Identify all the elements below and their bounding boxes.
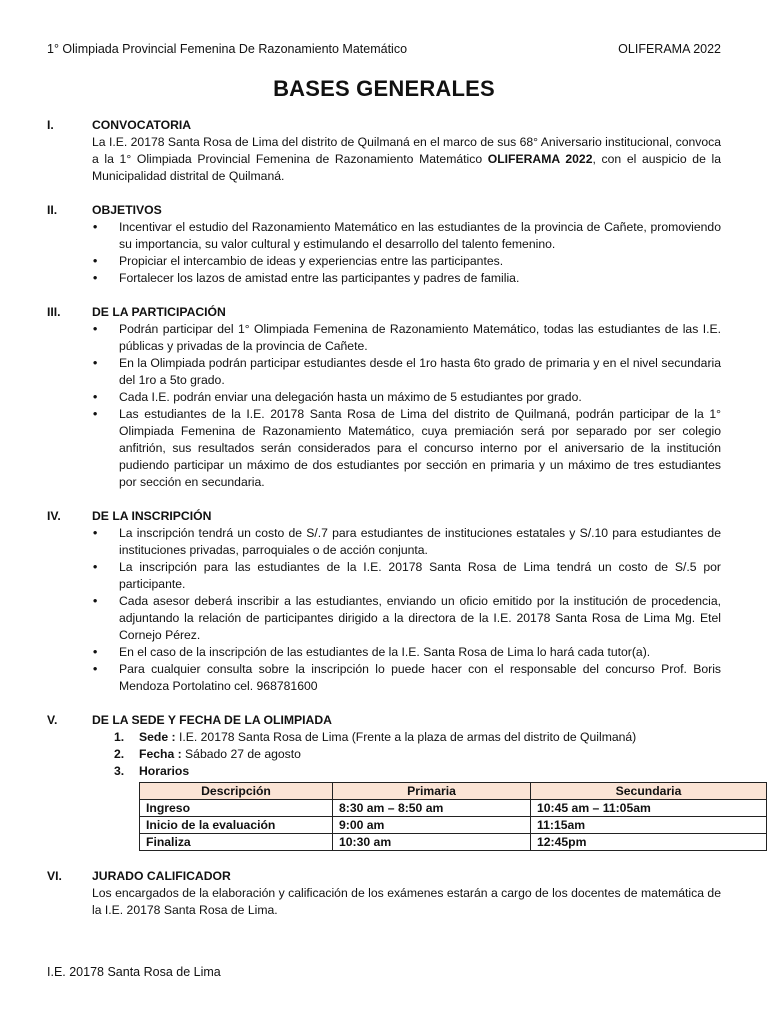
table-cell: 8:30 am – 8:50 am	[333, 800, 531, 817]
bullet-icon: •	[93, 526, 98, 540]
document-title: BASES GENERALES	[273, 76, 495, 101]
table-header-row	[140, 783, 767, 800]
list-item	[93, 661, 721, 695]
list-item	[93, 355, 721, 389]
bullet-icon: •	[93, 645, 98, 659]
bullet-icon: •	[93, 356, 98, 370]
table-row	[140, 800, 767, 817]
bullet-list	[47, 321, 721, 491]
section-title: OBJETIVOS	[92, 203, 162, 217]
table-cell: 9:00 am	[333, 817, 531, 834]
list-item-text: Fortalecer los lazos de amistad entre las participantes y padres de familia.	[119, 271, 520, 285]
list-item	[93, 321, 721, 355]
section-heading	[47, 304, 721, 321]
section-objetivos	[47, 202, 721, 287]
item-value: I.E. 20178 Santa Rosa de Lima (Frente a la plaza de armas del distrito de Quilmaná)	[175, 730, 637, 744]
list-item	[93, 219, 721, 253]
list-item-fecha	[114, 746, 721, 763]
list-item-text: Cada I.E. podrán enviar una delegación hasta un máximo de 5 estudiantes por grado.	[119, 390, 582, 404]
item-label: Fecha :	[139, 747, 182, 761]
list-item	[93, 559, 721, 593]
header-event-code: OLIFERAMA 2022	[618, 42, 721, 56]
list-item	[93, 644, 721, 661]
section-participacion	[47, 304, 721, 491]
list-item-text: Incentivar el estudio del Razonamiento Matemático en las estudiantes de la provincia de Cañete, promoviendo su importancia, su valor cultural y estimulando el desarrollo del talento femenino.	[119, 220, 721, 251]
table-cell: Finaliza	[140, 834, 333, 851]
paragraph-text-end: , con el auspicio de la Municipalidad distrital de Quilmaná.	[92, 152, 721, 183]
table-cell: 10:30 am	[333, 834, 531, 851]
section-number: IV.	[47, 509, 61, 523]
bullet-icon: •	[93, 220, 98, 234]
list-item-text: En el caso de la inscripción de las estudiantes de la I.E. Santa Rosa de Lima lo hará cada tutor(a).	[119, 645, 651, 659]
page-header	[47, 42, 721, 60]
item-label: Horarios	[139, 764, 190, 778]
list-item-sede	[114, 729, 721, 746]
list-item-text: En la Olimpiada podrán participar estudiantes desde el 1ro hasta 6to grado de primaria y en el nivel secundaria del 1ro a 5to grado.	[119, 356, 721, 387]
document-body	[47, 117, 721, 936]
section-heading	[47, 712, 721, 729]
list-item	[93, 406, 721, 491]
table-cell: Ingreso	[140, 800, 333, 817]
section-heading	[47, 202, 721, 219]
section-number: III.	[47, 305, 61, 319]
page-footer: I.E. 20178 Santa Rosa de Lima	[47, 965, 221, 979]
table-cell: 10:45 am – 11:05am	[531, 800, 767, 817]
column-header-primaria: Primaria	[333, 783, 531, 800]
list-number: 2.	[114, 747, 125, 761]
section-sede-fecha	[47, 712, 721, 851]
item-label: Sede :	[139, 730, 176, 744]
table-cell: 11:15am	[531, 817, 767, 834]
section-heading	[47, 868, 721, 885]
section-heading	[47, 117, 721, 134]
bullet-icon: •	[93, 322, 98, 336]
section-title: CONVOCATORIA	[92, 118, 192, 132]
section-number: II.	[47, 203, 58, 217]
section-heading	[47, 508, 721, 525]
section-title: DE LA SEDE Y FECHA DE LA OLIMPIADA	[92, 713, 332, 727]
section-title: JURADO CALIFICADOR	[92, 869, 231, 883]
list-number: 1.	[114, 730, 125, 744]
schedule-table	[139, 782, 767, 851]
section-number: V.	[47, 713, 58, 727]
section-inscripcion	[47, 508, 721, 695]
section-jurado	[47, 868, 721, 919]
list-item-text: Cada asesor deberá inscribir a las estudiantes, enviando un oficio emitido por la institución de procedencia, adjuntando la relación de participantes dirigido a la directora de la I.E. 20178 Santa Rosa de Lima Mg. Etel Cornejo Pérez.	[119, 594, 721, 642]
table-row	[140, 817, 767, 834]
list-item-text: La inscripción tendrá un costo de S/.7 para estudiantes de instituciones estatales y S/.10 para estudiantes de instituciones privadas, parroquiales o de acción conjunta.	[119, 526, 721, 557]
section-title: DE LA PARTICIPACIÓN	[92, 305, 226, 319]
section-number: I.	[47, 118, 54, 132]
bullet-icon: •	[93, 407, 98, 421]
column-header-descripcion: Descripción	[140, 783, 333, 800]
table-row	[140, 834, 767, 851]
item-value: Sábado 27 de agosto	[181, 747, 301, 761]
list-number: 3.	[114, 764, 125, 778]
list-item-text: Propiciar el intercambio de ideas y experiencias entre las participantes.	[119, 254, 504, 268]
column-header-secundaria: Secundaria	[531, 783, 767, 800]
bullet-icon: •	[93, 594, 98, 608]
bullet-icon: •	[93, 254, 98, 268]
bullet-list	[47, 525, 721, 695]
list-item-horarios	[114, 763, 721, 780]
list-item	[93, 525, 721, 559]
section-number: VI.	[47, 869, 62, 883]
list-item-text: Para cualquier consulta sobre la inscripción lo puede hacer con el responsable del concurso Prof. Boris Mendoza Portolatino cel. 968781600	[119, 662, 721, 693]
list-item	[93, 270, 721, 287]
section-title: DE LA INSCRIPCIÓN	[92, 509, 212, 523]
list-item	[93, 253, 721, 270]
bullet-list	[47, 219, 721, 287]
list-item-text: Podrán participar del 1° Olimpiada Femenina de Razonamiento Matemático, todas las estudiantes de las I.E. públicas y privadas de la provincia de Cañete.	[119, 322, 721, 353]
event-name-bold: OLIFERAMA 2022	[487, 152, 593, 166]
bullet-icon: •	[93, 271, 98, 285]
header-event-name: 1° Olimpiada Provincial Femenina De Razonamiento Matemático	[47, 42, 408, 56]
section-paragraph: Los encargados de la elaboración y calificación de los exámenes estarán a cargo de los docentes de matemática de la I.E. 20178 Santa Rosa de Lima.	[92, 886, 721, 917]
paragraph-text: La I.E. 20178 Santa Rosa de Lima del distrito de Quilmaná en el marco de sus 68° Aniversario institucional, convoca a la 1° Olimpiada Provincial Femenina de Razonamiento Matemático	[92, 135, 721, 166]
bullet-icon: •	[93, 662, 98, 676]
numbered-list	[47, 729, 721, 780]
section-paragraph	[92, 134, 721, 185]
list-item-text: La inscripción para las estudiantes de la I.E. 20178 Santa Rosa de Lima tendrá un costo de S/.5 por participante.	[119, 560, 721, 591]
bullet-icon: •	[93, 560, 98, 574]
section-convocatoria	[47, 117, 721, 185]
table-cell: 12:45pm	[531, 834, 767, 851]
bullet-icon: •	[93, 390, 98, 404]
table-cell: Inicio de la evaluación	[140, 817, 333, 834]
list-item-text: Las estudiantes de la I.E. 20178 Santa Rosa de Lima del distrito de Quilmaná, podrán participar de la 1° Olimpiada Femenina de Razonamiento Matemático, cuya premiación será por separado por ser colegio anfitrión, sus resultados serán considerados para el concurso interno por el aniversario de la institución pudiendo participar un máximo de dos estudiantes por sección en primaria y un máximo de tres estudiantes por sección en secundaria.	[119, 407, 721, 489]
list-item	[93, 389, 721, 406]
list-item	[93, 593, 721, 644]
